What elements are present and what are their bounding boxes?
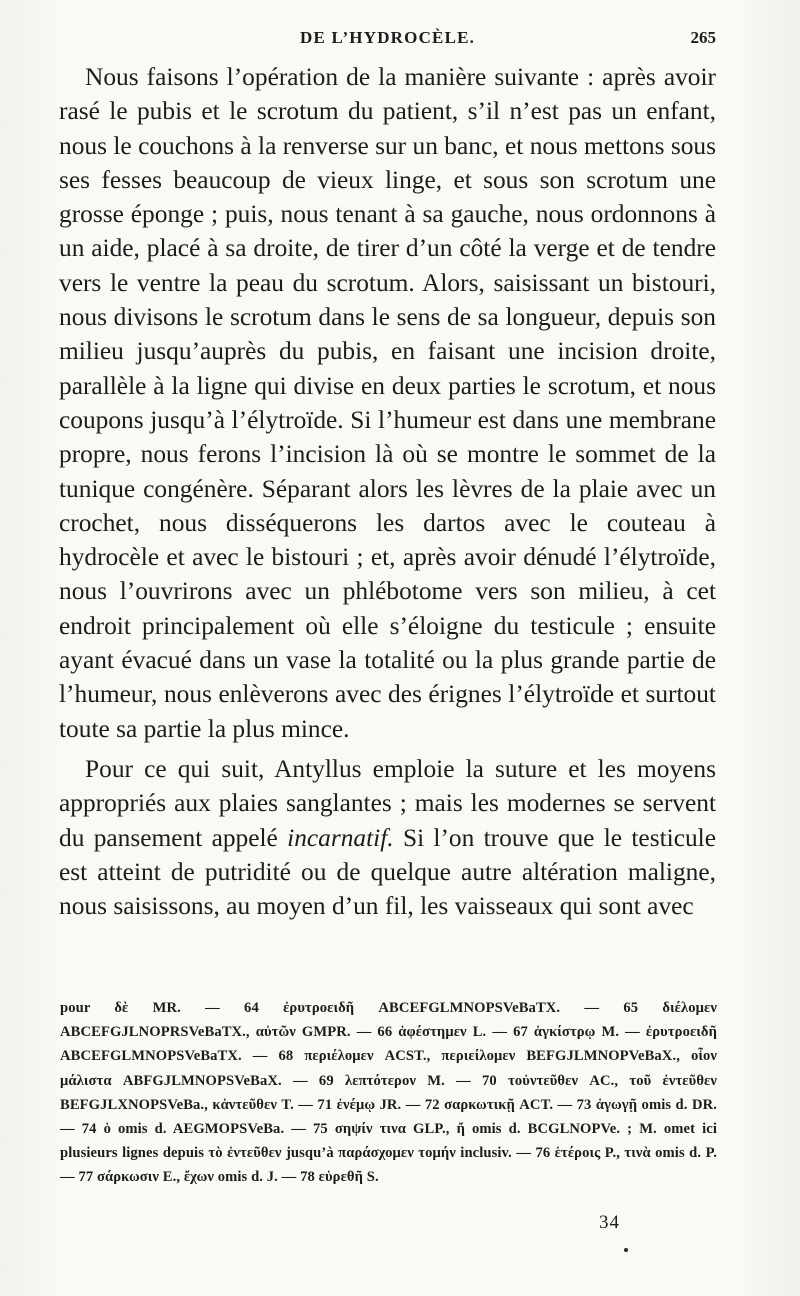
paragraph-1: Nous faisons l’opération de la manière suivante : après avoir rasé le pubis et le scrotum du patient, s’il n’est pas un enfant, nous le couchons à la renverse sur un banc, et nous mettons sous ses fesses beaucoup de vieux linge, et sous son scrotum une grosse éponge ; puis, nous tenant à sa gauche, nous ordonnons à un aide, placé à sa droite, de tirer d’un côté la verge et de tendre vers le ventre la peau du scrotum. Alors, saisissant un bistouri, nous divisons le scrotum dans le sens de sa longueur, depuis son milieu jusqu’auprès du pubis, en faisant une incision droite, parallèle à la ligne qui divise en deux parties le scrotum, et nous coupons jusqu’à l’élytroïde. Si l’humeur est dans une membrane propre, nous ferons l’incision là où se montre le sommet de la tunique congénère. Séparant alors les lèvres de la plaie avec un crochet, nous disséquerons les dartos avec le couteau à hydrocèle et avec le bistouri ; et, après avoir dénudé l’élytroïde, nous l’ouvrirons avec un phlébotome vers son milieu, à cet endroit principalement où elle s’éloigne du testicule ; ensuite ayant évacué dans un vase la totalité ou la plus grande partie de l’humeur, nous enlèverons avec des érignes l’élytroïde et surtout toute sa partie la plus mince. xyxy=(59,63,716,743)
footnote-separator xyxy=(60,920,716,921)
footnotes: pour δὲ MR. — 64 ἐρυτροειδῆ ABCEFGLMNOPSVeBaTX. — 65 διέλομεν ABCEFGJLNOPRSVeBaTX., αὐτῶν GMPR. — 66 ἀφέστημεν L. — 67 ἀγκίστρῳ M. — ἐρυτροειδῆ ABCEFGLMNOPSVeBaTX. — 68 περιέλομεν ACST., περιείλομεν BEFGJLMNOPVeBaX., οἷον μάλιστα ABFGJLMNOPSVeBaX. — 69 λεπτότερον M. — 70 τοὐντεῦθεν AC., τοῦ ἐντεῦθεν BEFGJLXNOPSVeBa., κἀντεῦθεν T. — 71 ἐνέμῳ JR. — 72 σαρκωτικῇ ACT. — 73 ἀγωγῇ omis d. DR. — 74 ὁ omis d. AEGMOPSVeBa. — 75 σηψίν τινα GLP., ἤ omis d. BCGLNOPVe. ; M. omet ici plusieurs lignes depuis τὸ ἐντεῦθεν jusqu’à παράσχομεν τομήν inclusiv. — 76 ἑτέροις P., τινὰ omis d. P. — 77 σάρκωσιν E., ἔχων omis d. J. — 78 εὑρεθῆ S. xyxy=(60,1000,717,1186)
page-number: 265 xyxy=(690,28,716,47)
printer-dot xyxy=(624,1248,628,1252)
paragraph-2-start: Pour ce qui suit, Antyllus emploie la suture et les moyens appropriés aux plaies sanglantes ; mais les modernes se servent du pansement appelé xyxy=(59,754,716,852)
signature-mark: 34 xyxy=(599,1212,620,1233)
running-title: DE L’HYDROCÈLE. xyxy=(300,28,476,47)
page-header xyxy=(60,28,716,56)
paragraph-2 xyxy=(59,752,716,923)
paragraph-2-end: Si l’on trouve que le testicule est atteint de putridité ou de quelque autre altération maligne, nous saisissons, au moyen d’un fil, les vaisseaux qui sont avec xyxy=(59,823,716,921)
italic-term: incarnatif. xyxy=(287,823,394,852)
main-text xyxy=(59,60,716,923)
